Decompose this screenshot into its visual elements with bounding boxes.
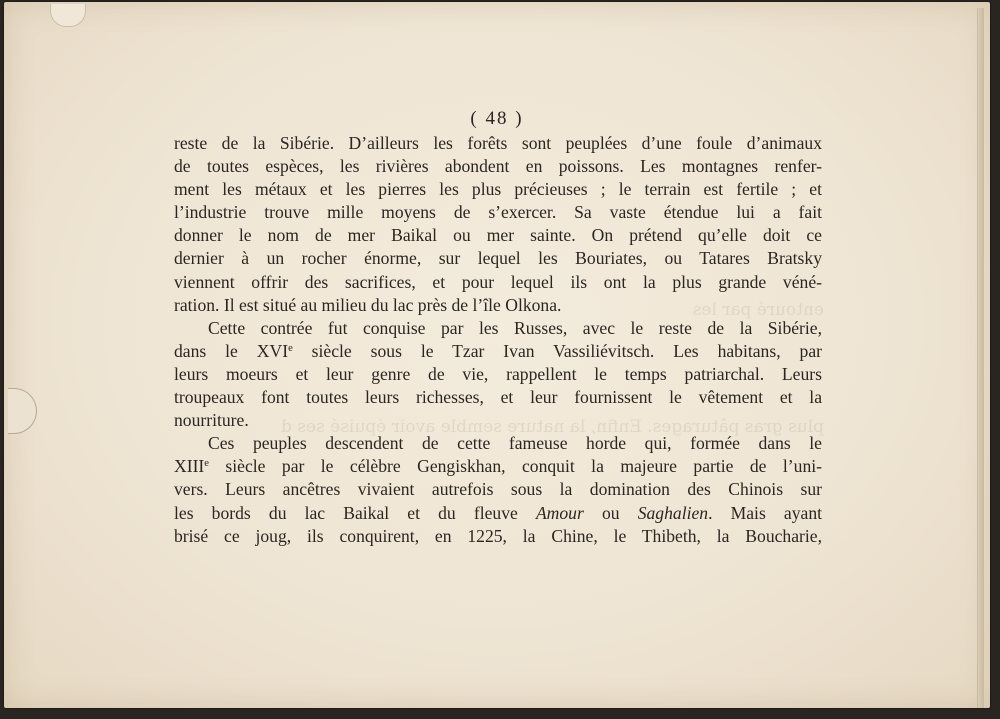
text-line: nourriture.	[174, 410, 249, 431]
ordinal-suffix: e	[288, 343, 293, 355]
text-line: dans le XVIe siècle sous le Tzar Ivan Vassiliévitsch. Les habitans, par	[174, 340, 822, 361]
text-line: ment les métaux et les pierres les plus précieuses ; le terrain est fertile ; et	[174, 179, 822, 200]
text-line: dernier à un rocher énorme, sur lequel les Bouriates, ou Tatares Bratsky	[174, 248, 822, 269]
text-line: ration. Il est situé au milieu du lac près de l’île Olkona.	[174, 294, 562, 315]
text-line: Ces peuples descendent de cette fameuse horde qui, formée dans le	[208, 433, 822, 454]
page-corner-tab	[50, 4, 86, 27]
page-number: ( 48 )	[470, 108, 524, 129]
text-line: vers. Leurs ancêtres vivaient autrefois sous la domination des Chinois sur	[174, 479, 822, 500]
book-page	[4, 2, 990, 708]
text-line: XIIIe siècle par le célèbre Gengiskhan, conquit la majeure partie de l’uni-	[174, 456, 822, 477]
text-line: brisé ce joug, ils conquirent, en 1225, la Chine, le Thibeth, la Boucharie,	[174, 525, 822, 546]
binding-notch	[8, 388, 37, 434]
italic-place-name: Amour	[535, 502, 584, 523]
text-line: viennent offrir des sacrifices, et pour lequel ils ont la plus grande véné-	[174, 271, 822, 292]
text-line: l’industrie trouve mille moyens de s’exercer. Sa vaste étendue lui a fait	[174, 202, 822, 223]
italic-place-name: Saghalien	[637, 502, 709, 523]
body-text	[174, 132, 822, 548]
text-line: Cette contrée fut conquise par les Russes, avec le reste de la Sibérie,	[208, 317, 822, 338]
ordinal-suffix: e	[204, 458, 209, 470]
text-line: de toutes espèces, les rivières abondent en poissons. Les montagnes renfer-	[174, 156, 822, 177]
bleed-through-text: plus gras pâturages. Enfin, la nature semble avoir épuisé ses d	[280, 417, 824, 437]
text-line: troupeaux font toutes leurs richesses, et leur fournissent le vêtement et la	[174, 387, 822, 408]
text-line: leurs moeurs et leur genre de vie, rappellent le temps patriarchal. Leurs	[174, 363, 822, 384]
text-line: donner le nom de mer Baikal ou mer sainte. On prétend qu’elle doit ce	[174, 225, 822, 246]
bleed-through-text: entouré par les	[692, 300, 824, 320]
text-line: reste de la Sibérie. D’ailleurs les forêts sont peuplées d’une foule d’animaux	[174, 133, 822, 153]
text-line: les bords du lac Baikal et du fleuve Amour ou Saghalien. Mais ayant	[174, 502, 823, 523]
